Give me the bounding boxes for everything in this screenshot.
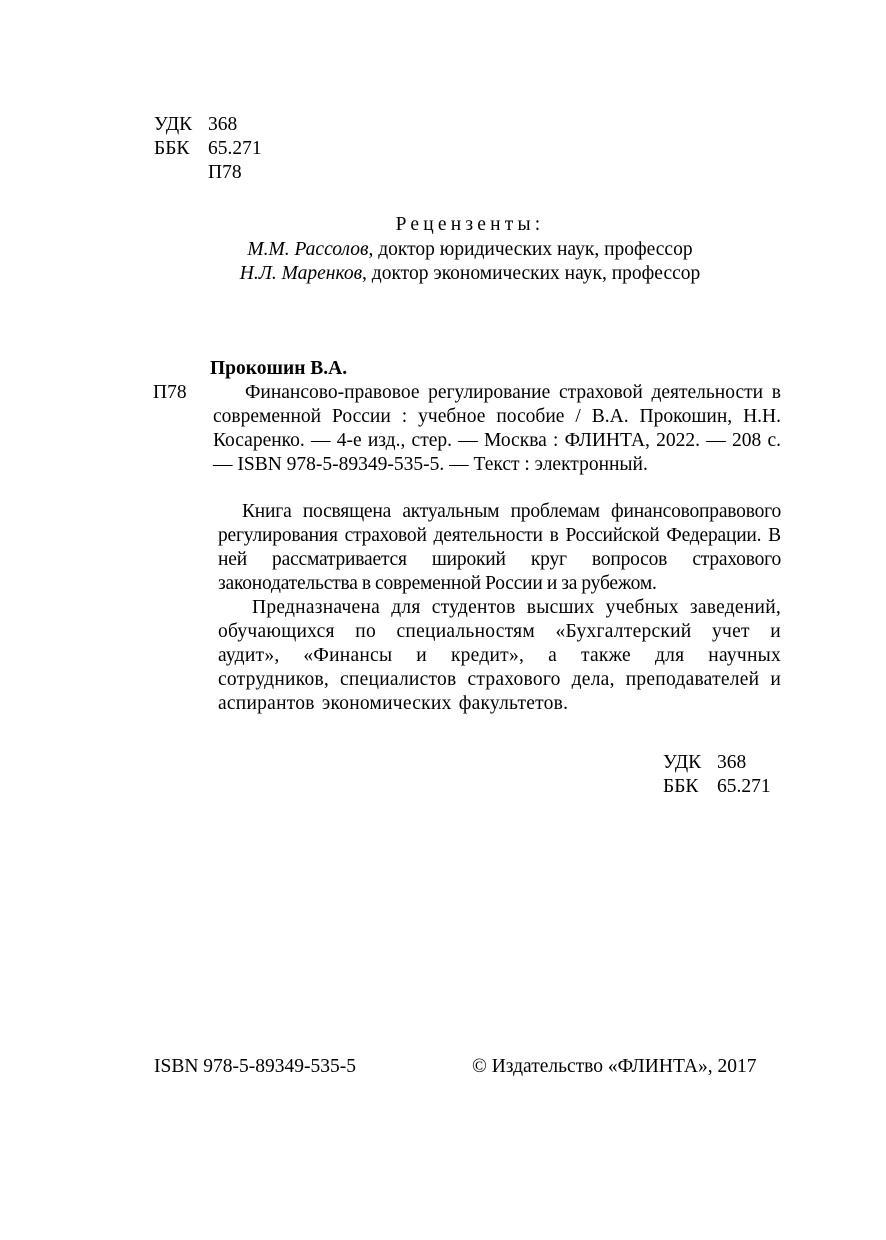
bbk-label: ББК — [154, 138, 190, 159]
classification-top — [154, 113, 262, 185]
reviewer-1-credentials: , доктор юридических наук, профессор — [368, 239, 693, 260]
author-code: П78 — [208, 162, 242, 183]
udk-value: 368 — [208, 114, 238, 135]
bbk-label-bottom: ББК — [663, 776, 699, 797]
reviewer-1 — [0, 238, 886, 262]
reviewer-1-name: М.М. Рассолов — [247, 239, 369, 260]
book-author: Прокошин В.А. — [210, 358, 348, 379]
bbk-value-bottom: 65.271 — [717, 776, 771, 797]
footer-copyright: © Издательство «ФЛИНТА», 2017 — [472, 1056, 757, 1077]
abstract-paragraph-2: Предназначена для студентов высших учебных заведений, обучающихся по специальностям «Бухгалтерский учет и аудит», «Финансы и кредит», а также для научных сотрудников, специалистов страхового дела, преподавателей и аспирантов экономических факультетов. — [218, 597, 781, 714]
bbk-value: 65.271 — [208, 138, 262, 159]
bbk-row — [154, 137, 262, 161]
reviewer-2 — [0, 262, 886, 286]
reviewer-2-credentials: , доктор экономических наук, профессор — [362, 263, 701, 284]
udk-row-bottom — [663, 751, 771, 775]
bibliographic-description: Финансово-правовое регулирование страховой деятельности в современной России : учебное пособие / В.А. Прокошин, Н.Н. Косаренко. — 4-е изд., стер. — Москва : ФЛИНТА, 2022. — 208 с. — ISBN 978-5-89349-535-5. — Текст : электронный. — [213, 382, 781, 475]
udk-row — [154, 113, 262, 137]
bbk-row-bottom — [663, 775, 771, 799]
abstract-paragraph-1: Книга посвящена актуальным проблемам финансовоправового регулирования страховой деятельности в Российской Федерации. В ней рассматривается широкий круг вопросов страхового законодательства в современной России и за рубежом. — [218, 501, 781, 594]
author-code-row — [154, 161, 262, 185]
udk-label: УДК — [154, 114, 193, 135]
abstract — [218, 500, 781, 716]
udk-value-bottom: 368 — [717, 752, 747, 773]
reviewer-2-name: Н.Л. Маренков — [239, 263, 363, 284]
bibliography-code: П78 — [153, 382, 187, 403]
udk-label-bottom: УДК — [663, 752, 702, 773]
classification-bottom — [663, 751, 771, 799]
footer-isbn: ISBN 978-5-89349-535-5 — [154, 1056, 357, 1077]
reviewers-title: Рецензенты: — [395, 214, 545, 235]
